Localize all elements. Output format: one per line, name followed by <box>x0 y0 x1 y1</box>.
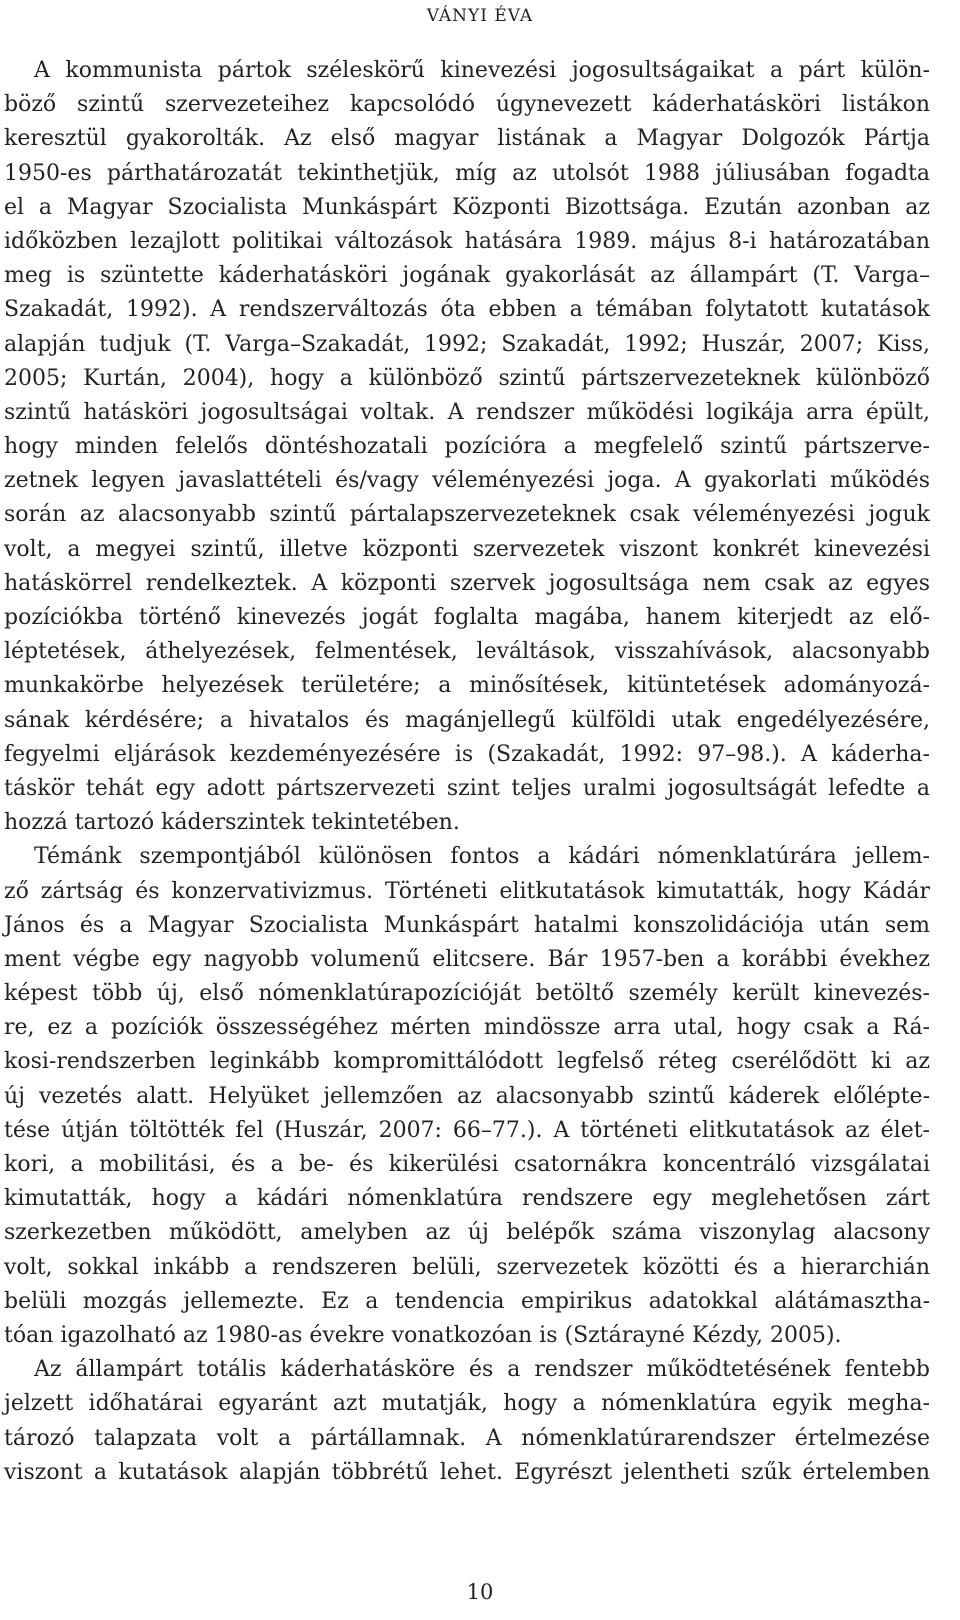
paragraph-1-line: léptetések, áthelyezések, felmentések, leváltások, visszahívások, alacsonyabb <box>4 639 930 665</box>
paragraph-2-line: Témánk szempontjából különösen fontos a kádári nómenklatúrára jellem- <box>34 844 930 870</box>
paragraph-2-line: ment végbe egy nagyobb volumenű elitcsere. Bár 1957-ben a korábbi évekhez <box>4 946 930 972</box>
paragraph-1-line: hozzá tartozó káderszintek tekintetében. <box>4 810 460 836</box>
paragraph-1-line: munkakörbe helyezések területére; a minősítések, kitüntetések adományozá- <box>4 673 930 699</box>
paragraph-1-line: alapján tudjuk (T. Varga–Szakadát, 1992; Szakadát, 1992; Huszár, 2007; Kiss, <box>4 331 930 357</box>
paragraph-1-line: meg is szüntette káderhatásköri jogának gyakorlását az állampárt (T. Varga– <box>4 263 930 289</box>
paragraph-1-line: fegyelmi eljárások kezdeményezésére is (Szakadát, 1992: 97–98.). A káderha- <box>4 741 930 767</box>
paragraph-1-line: el a Magyar Szocialista Munkáspárt Központi Bizottsága. Ezután azonban az <box>4 194 930 220</box>
paragraph-2-line: kimutatták, hogy a kádári nómenklatúra rendszere egy meglehetősen zárt <box>4 1186 930 1212</box>
paragraph-1-line: 1950-es párthatározatát tekinthetjük, míg az utolsót 1988 júliusában fogadta <box>4 160 930 186</box>
paragraph-2-line: János és a Magyar Szocialista Munkáspárt hatalmi konszolidációja után sem <box>4 912 930 938</box>
paragraph-1-line: zetnek legyen javaslattételi és/vagy véleményezési joga. A gyakorlati működés <box>4 468 930 494</box>
paragraph-1-line: hatáskörrel rendelkeztek. A központi szervek jogosultsága nem csak az egyes <box>4 570 930 596</box>
paragraph-1-line: időközben lezajlott politikai változások hatására 1989. május 8-i határozatában <box>4 228 930 254</box>
paragraph-1-line: volt, a megyei szintű, illetve központi szervezetek viszont konkrét kinevezési <box>4 536 930 562</box>
paragraph-1-line: szintű hatásköri jogosultságai voltak. A rendszer működési logikája arra épült, <box>4 399 930 425</box>
paragraph-2-line: re, ez a pozíciók összességéhez mérten mindössze arra utal, hogy csak a Rá- <box>4 1015 930 1041</box>
paragraph-2-line: új vezetés alatt. Helyüket jellemzően az alacsonyabb szintű káderek előlépte- <box>4 1083 930 1109</box>
paragraph-1-line: 2005; Kurtán, 2004), hogy a különböző szintű pártszervezeteknek különböző <box>4 365 930 391</box>
paragraph-1-line: A kommunista pártok széleskörű kinevezési jogosultságaikat a párt külön- <box>34 58 930 83</box>
page-number: 10 <box>466 1580 494 1604</box>
paragraph-1-line: sának kérdésére; a hivatalos és magánjellegű külföldi utak engedélyezésére, <box>4 707 930 733</box>
paragraph-1-line: hogy minden felelős döntéshozatali pozícióra a megfelelő szintű pártszerve- <box>4 434 930 460</box>
paragraph-1-line: Szakadát, 1992). A rendszerváltozás óta ebben a témában folytatott kutatások <box>4 297 930 323</box>
paragraph-1-line: pozíciókba történő kinevezés jogát foglalta magába, hanem kiterjedt az elő- <box>4 605 930 630</box>
paragraph-1-line: keresztül gyakorolták. Az első magyar listának a Magyar Dolgozók Pártja <box>4 126 930 152</box>
paragraph-2-line: belüli mozgás jellemezte. Ez a tendencia empirikus adatokkal alátámasztha- <box>4 1288 930 1314</box>
paragraph-3-line: tározó talapzata volt a pártállamnak. A nómenklatúrarendszer értelmezése <box>4 1425 930 1451</box>
paragraph-2-line: kori, a mobilitási, és a be- és kikerülési csatornákra koncentráló vizsgálatai <box>4 1152 930 1177</box>
paragraph-1-line: táskör tehát egy adott pártszervezeti szint teljes uralmi jogosultságát lefedte a <box>4 775 930 801</box>
paragraph-2-line: volt, sokkal inkább a rendszeren belüli, szervezetek közötti és a hierarchián <box>4 1254 930 1280</box>
paragraph-2-line: kosi-rendszerben leginkább kompromittálódott legfelső réteg cserélődött ki az <box>4 1049 930 1075</box>
paragraph-2-line: ző zártság és konzervativizmus. Történeti elitkutatások kimutatták, hogy Kádár <box>4 878 930 904</box>
paragraph-1-line: böző szintű szervezeteihez kapcsolódó úgynevezett káderhatásköri listákon <box>4 92 930 118</box>
body-text <box>4 54 930 1490</box>
paragraph-3-line: Az állampárt totális káderhatásköre és a rendszer működtetésének fentebb <box>34 1357 930 1383</box>
paragraph-3-line: viszont a kutatások alapján többrétű lehet. Egyrészt jelentheti szűk értelemben <box>4 1459 930 1485</box>
paragraph-2-line: képest több új, első nómenklatúrapozícióját betöltő személy került kinevezés- <box>4 981 930 1007</box>
running-header: VÁNYI ÉVA <box>426 6 534 26</box>
paragraph-2-line: tése útján töltötték fel (Huszár, 2007: 66–77.). A történeti elitkutatások az élet- <box>4 1117 930 1143</box>
paragraph-3-line: jelzett időhatárai egyaránt azt mutatják, hogy a nómenklatúra egyik megha- <box>4 1391 930 1417</box>
paragraph-2-line: szerkezetben működött, amelyben az új belépők száma viszonylag alacsony <box>4 1220 930 1246</box>
paragraph-1-line: során az alacsonyabb szintű pártalapszervezeteknek csak véleményezési joguk <box>4 502 930 528</box>
paragraph-2-line: tóan igazolható az 1980-as évekre vonatkozóan is (Sztárayné Kézdy, 2005). <box>4 1322 842 1348</box>
